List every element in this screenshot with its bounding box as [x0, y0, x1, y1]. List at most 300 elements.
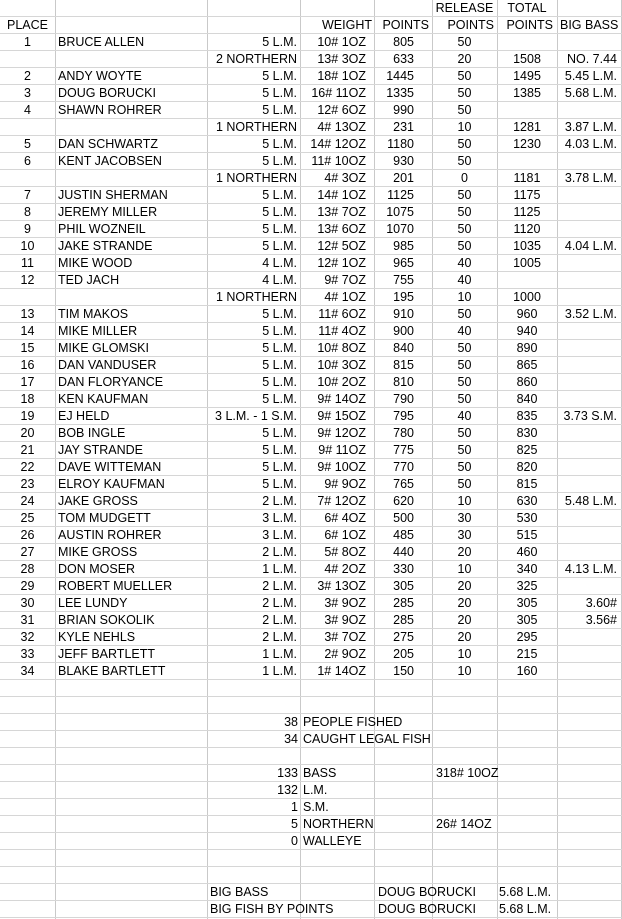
walleye-label: WALLEYE [303, 834, 362, 848]
total-points-cell: 460 [516, 545, 538, 559]
big-bass-cell [557, 544, 617, 561]
table-row [0, 204, 622, 221]
weight-cell: 9# 11OZ [318, 443, 366, 457]
northern-label: NORTHERN [303, 817, 374, 831]
big-bass-cell: 4.13 L.M. [564, 562, 617, 576]
weight-cell: 3# 7OZ [324, 630, 366, 644]
place-cell: 12 [20, 273, 35, 287]
total-points-cell: 815 [516, 477, 538, 491]
summary-sm [0, 799, 622, 816]
catch-cell: 2 L.M. [262, 630, 297, 644]
weight-cell: 13# 3OZ [317, 52, 366, 66]
points-cell: 285 [393, 596, 414, 610]
place-cell: 25 [20, 511, 35, 525]
catch-cell: 5 L.M. [262, 477, 297, 491]
big-bass-cell [557, 340, 617, 357]
catch-cell: 4 L.M. [262, 256, 297, 270]
big-bass-cell [557, 425, 617, 442]
place-cell [0, 51, 55, 68]
big-bass-cell: NO. 7.44 [566, 52, 617, 66]
big-bass-cell [557, 102, 617, 119]
weight-cell: 12# 5OZ [317, 239, 366, 253]
big-bass-cell: 4.03 L.M. [564, 137, 617, 151]
total-points-cell: 940 [516, 324, 538, 338]
total-points-cell: 1005 [513, 256, 541, 270]
angler-name-cell: DAN VANDUSER [58, 358, 157, 372]
weight-cell: 7# 12OZ [317, 494, 366, 508]
big-bass-cell [557, 629, 617, 646]
table-row [0, 153, 622, 170]
weight-cell: 12# 1OZ [317, 256, 366, 270]
total-points-cell [497, 34, 557, 51]
angler-name-cell: JAKE GROSS [58, 494, 138, 508]
place-cell: 22 [20, 460, 35, 474]
grid-row-line [0, 696, 622, 697]
points-cell: 930 [393, 154, 414, 168]
total-points-cell: 1125 [513, 205, 541, 219]
big-bass-cell: 4.04 L.M. [564, 239, 617, 253]
points-cell: 765 [393, 477, 414, 491]
angler-name-cell: TOM MUDGETT [58, 511, 151, 525]
release-points-cell: 10 [457, 494, 472, 508]
place-cell: 28 [20, 562, 35, 576]
total-points-cell: 325 [516, 579, 538, 593]
angler-name-cell: KENT JACOBSEN [58, 154, 162, 168]
angler-name-cell [58, 289, 206, 306]
big-bass-cell [557, 272, 617, 289]
weight-cell: 5# 8OZ [324, 545, 366, 559]
place-cell: 26 [20, 528, 35, 542]
release-points-cell: 50 [457, 222, 472, 236]
release-points-cell: 10 [457, 647, 472, 661]
table-row [0, 340, 622, 357]
total-points-cell: 1120 [513, 222, 541, 236]
release-points-cell: 50 [457, 443, 472, 457]
catch-cell: 5 L.M. [262, 341, 297, 355]
catch-cell: 5 L.M. [262, 103, 297, 117]
angler-name-cell: MIKE GROSS [58, 545, 138, 559]
place-cell: 16 [20, 358, 35, 372]
big-bass-cell [557, 527, 617, 544]
table-row [0, 493, 622, 510]
release-points-cell: 50 [457, 358, 472, 372]
place-cell: 21 [20, 443, 35, 457]
points-cell: 810 [393, 375, 414, 389]
weight-cell: 10# 1OZ [317, 35, 366, 49]
angler-name-cell: BOB INGLE [58, 426, 126, 440]
catch-cell: 5 L.M. [262, 307, 297, 321]
summary-lm [0, 782, 622, 799]
total-points-cell: 530 [516, 511, 538, 525]
total-points-cell: 825 [516, 443, 538, 457]
table-row [0, 323, 622, 340]
release-points-cell: 50 [457, 341, 472, 355]
total-points-cell: 890 [516, 341, 538, 355]
big-bass-value: 5.68 L.M. [499, 885, 552, 899]
points-cell: 815 [393, 358, 414, 372]
weight-cell: 10# 2OZ [317, 375, 366, 389]
catch-cell: 3 L.M. [262, 528, 297, 542]
place-cell: 34 [20, 664, 35, 678]
table-row [0, 68, 622, 85]
big-bass-cell [557, 357, 617, 374]
points-cell: 840 [393, 341, 414, 355]
table-row [0, 663, 622, 680]
table-row [0, 646, 622, 663]
points-cell: 900 [393, 324, 414, 338]
points-cell: 305 [393, 579, 414, 593]
table-row [0, 561, 622, 578]
total-points-cell: 1000 [513, 290, 541, 304]
angler-name-cell: EJ HELD [58, 409, 110, 423]
points-cell: 150 [393, 664, 414, 678]
release-points-cell: 50 [457, 35, 472, 49]
angler-name-cell: PHIL WOZNEIL [58, 222, 146, 236]
header-total-points: POINTS [506, 18, 553, 32]
header-row-2 [0, 17, 622, 34]
table-row [0, 442, 622, 459]
big-bass-winner: DOUG BORUCKI [378, 885, 476, 899]
table-row [0, 289, 622, 306]
weight-cell: 4# 13OZ [317, 120, 366, 134]
summary-bass [0, 765, 622, 782]
angler-name-cell: JAY STRANDE [58, 443, 143, 457]
total-points-cell: 1385 [513, 86, 541, 100]
total-points-cell: 340 [516, 562, 538, 576]
place-cell: 23 [20, 477, 35, 491]
points-cell: 985 [393, 239, 414, 253]
place-cell: 7 [24, 188, 31, 202]
angler-name-cell [58, 170, 206, 187]
points-cell: 195 [393, 290, 414, 304]
catch-cell: 5 L.M. [262, 324, 297, 338]
table-row [0, 595, 622, 612]
big-bass-cell [557, 221, 617, 238]
place-cell: 13 [20, 307, 35, 321]
catch-cell: 5 L.M. [262, 222, 297, 236]
points-cell: 990 [393, 103, 414, 117]
catch-cell: 1 L.M. [262, 647, 297, 661]
angler-name-cell: KYLE NEHLS [58, 630, 136, 644]
table-row [0, 612, 622, 629]
total-points-cell: 1175 [513, 188, 541, 202]
angler-name-cell: MIKE MILLER [58, 324, 138, 338]
table-row [0, 221, 622, 238]
table-row [0, 374, 622, 391]
release-points-cell: 40 [457, 256, 472, 270]
release-points-cell: 30 [457, 528, 472, 542]
points-cell: 440 [393, 545, 414, 559]
big-bass-cell: 5.45 L.M. [564, 69, 617, 83]
lm-label: L.M. [303, 783, 328, 797]
big-bass-cell [557, 153, 617, 170]
table-row [0, 238, 622, 255]
points-cell: 805 [393, 35, 414, 49]
angler-name-cell: DON MOSER [58, 562, 136, 576]
angler-name-cell: MIKE WOOD [58, 256, 133, 270]
big-bass-cell [557, 663, 617, 680]
release-points-cell: 20 [457, 545, 472, 559]
place-cell: 10 [20, 239, 35, 253]
big-bass-cell: 3.52 L.M. [564, 307, 617, 321]
catch-cell: 5 L.M. [262, 460, 297, 474]
release-points-cell: 50 [457, 307, 472, 321]
big-bass-cell [557, 289, 617, 306]
weight-cell: 3# 9OZ [324, 613, 366, 627]
catch-cell: 5 L.M. [262, 426, 297, 440]
points-cell: 485 [393, 528, 414, 542]
catch-cell: 5 L.M. [262, 392, 297, 406]
catch-cell: 3 L.M. [262, 511, 297, 525]
table-row [0, 170, 622, 187]
big-bass-cell [557, 578, 617, 595]
release-points-cell: 50 [457, 103, 472, 117]
big-bass-cell [557, 255, 617, 272]
points-cell: 231 [393, 120, 414, 134]
points-cell: 201 [393, 171, 414, 185]
catch-cell: 5 L.M. [262, 69, 297, 83]
catch-cell: 5 L.M. [262, 205, 297, 219]
big-bass-cell: 5.68 L.M. [564, 86, 617, 100]
weight-cell: 16# 11OZ [311, 86, 366, 100]
angler-name-cell: MIKE GLOMSKI [58, 341, 149, 355]
weight-cell: 9# 12OZ [317, 426, 366, 440]
weight-cell: 12# 6OZ [317, 103, 366, 117]
table-row [0, 255, 622, 272]
catch-cell: 2 NORTHERN [215, 52, 297, 66]
catch-cell: 5 L.M. [262, 188, 297, 202]
big-bass-cell [557, 374, 617, 391]
release-points-cell: 50 [457, 154, 472, 168]
release-points-cell: 10 [457, 664, 472, 678]
release-points-cell: 10 [457, 562, 472, 576]
weight-cell: 6# 1OZ [324, 528, 366, 542]
release-points-cell: 50 [457, 188, 472, 202]
angler-name-cell: SHAWN ROHRER [58, 103, 162, 117]
angler-name-cell: AUSTIN ROHRER [58, 528, 162, 542]
release-points-cell: 50 [457, 205, 472, 219]
release-points-cell: 50 [457, 69, 472, 83]
people-fished-count: 38 [284, 715, 298, 729]
weight-cell: 14# 12OZ [310, 137, 366, 151]
place-cell: 14 [20, 324, 35, 338]
weight-cell: 6# 4OZ [324, 511, 366, 525]
bass-count: 133 [277, 766, 298, 780]
weight-cell: 10# 8OZ [317, 341, 366, 355]
catch-cell: 5 L.M. [262, 137, 297, 151]
place-cell: 32 [20, 630, 35, 644]
angler-name-cell: ROBERT MUELLER [58, 579, 173, 593]
angler-name-cell: KEN KAUFMAN [58, 392, 149, 406]
total-points-cell: 305 [516, 613, 538, 627]
weight-cell: 13# 6OZ [317, 222, 366, 236]
weight-cell: 11# 6OZ [318, 307, 366, 321]
big-bass-cell [557, 34, 617, 51]
big-bass-cell: 3.56# [585, 613, 617, 627]
catch-cell: 1 L.M. [262, 664, 297, 678]
catch-cell: 5 L.M. [262, 443, 297, 457]
catch-cell: 5 L.M. [262, 239, 297, 253]
table-row [0, 187, 622, 204]
catch-cell: 1 L.M. [262, 562, 297, 576]
weight-cell: 14# 1OZ [317, 188, 366, 202]
release-points-cell: 20 [457, 52, 472, 66]
catch-cell: 1 NORTHERN [215, 171, 297, 185]
points-cell: 1180 [387, 137, 414, 151]
points-cell: 1070 [386, 222, 414, 236]
big-bass-cell: 3.87 L.M. [564, 120, 617, 134]
place-cell: 11 [21, 256, 34, 270]
points-cell: 965 [393, 256, 414, 270]
weight-cell: 9# 14OZ [317, 392, 366, 406]
place-cell: 18 [20, 392, 35, 406]
total-points-cell: 1508 [513, 52, 541, 66]
angler-name-cell: TED JACH [58, 273, 120, 287]
total-points-cell: 840 [516, 392, 538, 406]
points-cell: 770 [393, 460, 414, 474]
place-cell: 4 [24, 103, 31, 117]
points-cell: 1335 [386, 86, 414, 100]
angler-name-cell: BRUCE ALLEN [58, 35, 145, 49]
weight-cell: 1# 14OZ [317, 664, 366, 678]
place-cell: 3 [24, 86, 31, 100]
total-points-cell [497, 102, 557, 119]
table-row [0, 510, 622, 527]
total-points-cell: 305 [516, 596, 538, 610]
northern-weight: 26# 14OZ [436, 817, 492, 831]
release-points-cell: 50 [457, 375, 472, 389]
angler-name-cell [58, 119, 206, 136]
catch-cell: 2 L.M. [262, 494, 297, 508]
total-points-cell: 835 [516, 409, 538, 423]
header-total: TOTAL [507, 1, 547, 15]
points-cell: 755 [393, 273, 414, 287]
weight-cell: 9# 10OZ [317, 460, 366, 474]
catch-cell: 1 NORTHERN [215, 120, 297, 134]
place-cell: 1 [24, 35, 31, 49]
release-points-cell: 20 [457, 579, 472, 593]
weight-cell: 10# 3OZ [317, 358, 366, 372]
big-bass-cell [557, 323, 617, 340]
points-cell: 780 [393, 426, 414, 440]
header-big-bass: BIG BASS [560, 18, 619, 32]
release-points-cell: 40 [457, 273, 472, 287]
angler-name-cell: ELROY KAUFMAN [58, 477, 165, 491]
total-points-cell: 295 [516, 630, 538, 644]
header-place: PLACE [7, 18, 48, 32]
angler-name-cell: DAN SCHWARTZ [58, 137, 158, 151]
place-cell: 30 [20, 596, 35, 610]
release-points-cell: 20 [457, 613, 472, 627]
big-bass-cell: 5.48 L.M. [564, 494, 617, 508]
release-points-cell: 0 [461, 171, 468, 185]
total-points-cell: 960 [516, 307, 538, 321]
place-cell: 31 [20, 613, 35, 627]
weight-cell: 4# 3OZ [324, 171, 366, 185]
points-cell: 205 [393, 647, 414, 661]
big-bass-cell: 3.78 L.M. [564, 171, 617, 185]
catch-cell: 5 L.M. [262, 375, 297, 389]
points-cell: 620 [393, 494, 414, 508]
weight-cell: 4# 2OZ [324, 562, 366, 576]
place-cell: 2 [24, 69, 31, 83]
place-cell: 5 [24, 137, 31, 151]
table-row [0, 527, 622, 544]
summary-caught-legal [0, 731, 622, 748]
big-fish-points-label: BIG FISH BY POINTS [210, 902, 334, 916]
lm-count: 132 [277, 783, 298, 797]
header-release: RELEASE [435, 1, 494, 15]
points-cell: 633 [393, 52, 414, 66]
weight-cell: 18# 1OZ [317, 69, 366, 83]
angler-name-cell: LEE LUNDY [58, 596, 128, 610]
table-row [0, 578, 622, 595]
place-cell: 17 [20, 375, 35, 389]
header-points: POINTS [382, 18, 429, 32]
weight-cell: 13# 7OZ [317, 205, 366, 219]
points-cell: 1445 [386, 69, 414, 83]
points-cell: 790 [393, 392, 414, 406]
total-points-cell: 1230 [513, 137, 541, 151]
place-cell: 6 [24, 154, 31, 168]
catch-cell: 3 L.M. - 1 S.M. [215, 409, 297, 423]
total-points-cell: 630 [516, 494, 538, 508]
table-row [0, 408, 622, 425]
big-fish-points-value: 5.68 L.M. [499, 902, 552, 916]
northern-count: 5 [291, 817, 298, 831]
table-row [0, 459, 622, 476]
big-bass-cell [557, 391, 617, 408]
weight-cell: 9# 15OZ [317, 409, 366, 423]
place-cell: 8 [24, 205, 31, 219]
release-points-cell: 10 [457, 290, 472, 304]
points-cell: 275 [393, 630, 414, 644]
angler-name-cell: DAN FLORYANCE [58, 375, 164, 389]
release-points-cell: 40 [457, 409, 472, 423]
angler-name-cell: ANDY WOYTE [58, 69, 142, 83]
table-row [0, 102, 622, 119]
total-points-cell: 865 [516, 358, 538, 372]
people-fished-label: PEOPLE FISHED [303, 715, 403, 729]
angler-name-cell: JEREMY MILLER [58, 205, 158, 219]
weight-cell: 9# 9OZ [324, 477, 366, 491]
table-row [0, 306, 622, 323]
bass-weight: 318# 10OZ [436, 766, 499, 780]
points-cell: 1125 [387, 188, 414, 202]
weight-cell: 11# 4OZ [318, 324, 366, 338]
release-points-cell: 10 [457, 120, 472, 134]
award-big-fish-points [0, 901, 622, 918]
release-points-cell: 50 [457, 392, 472, 406]
release-points-cell: 50 [457, 239, 472, 253]
points-cell: 500 [393, 511, 414, 525]
big-bass-cell [557, 187, 617, 204]
points-cell: 330 [393, 562, 414, 576]
table-row [0, 136, 622, 153]
angler-name-cell: JAKE STRANDE [58, 239, 153, 253]
total-points-cell: 160 [516, 664, 538, 678]
angler-name-cell: JEFF BARTLETT [58, 647, 156, 661]
points-cell: 1075 [386, 205, 414, 219]
total-points-cell [497, 272, 557, 289]
weight-cell: 3# 13OZ [317, 579, 366, 593]
catch-cell: 4 L.M. [262, 273, 297, 287]
catch-cell: 2 L.M. [262, 579, 297, 593]
place-cell [0, 119, 55, 136]
catch-cell: 5 L.M. [262, 154, 297, 168]
catch-cell: 5 L.M. [262, 35, 297, 49]
award-big-bass [0, 884, 622, 901]
